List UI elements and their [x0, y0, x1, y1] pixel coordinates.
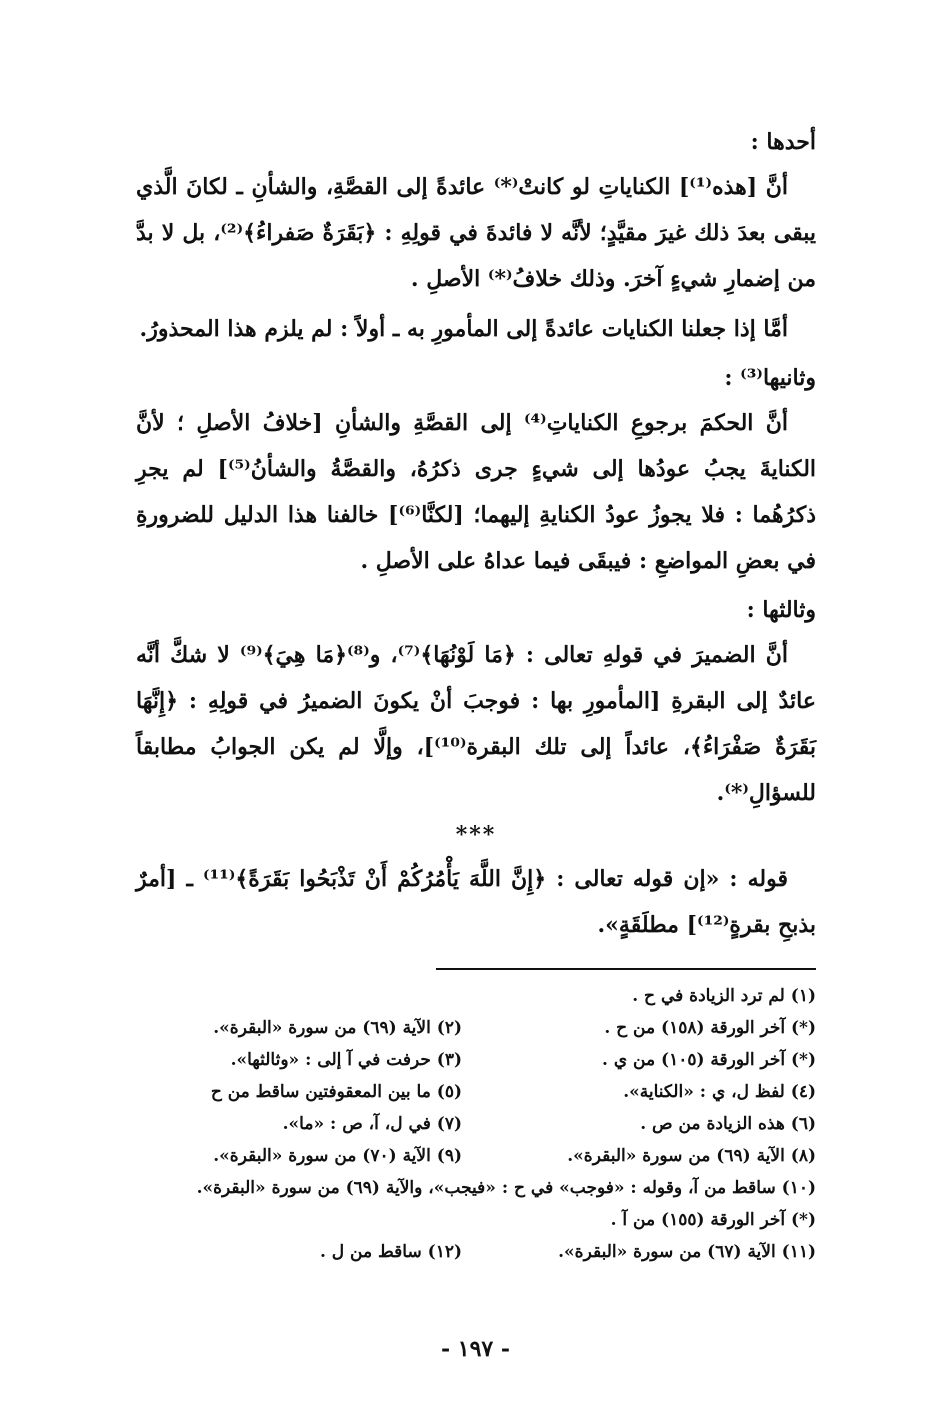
footnote: (٥) ما بين المعقوفتين ساقط من ح: [210, 1082, 462, 1102]
section-heading: أحدها :: [750, 129, 816, 155]
footnote: (*) آخر الورقة (١٥٨) من ح .: [604, 1018, 816, 1038]
page-number: - ١٩٧ -: [440, 1336, 511, 1362]
paragraph: أمَّا إذا جعلنا الكنايات عائدةً إلى المأمورِ به ـ أولاً : لم يلزم هذا المحذورُ.: [139, 316, 788, 342]
section-separator: ***: [455, 822, 497, 848]
footnote: (٤) لفظ ل، ي : «الكناية».: [623, 1082, 816, 1102]
footnote-divider: [436, 968, 816, 970]
section-heading: وثالثها :: [746, 597, 816, 623]
footnote: (١٠) ساقط من آ، وقوله : «فوجب» في ح : «فيجب»، والآية (٦٩) من سورة «البقرة».: [196, 1178, 816, 1198]
section-first: [136, 120, 816, 352]
footnote: (٧) في ل، آ، ص : «ما».: [282, 1114, 462, 1134]
page-body: [136, 120, 816, 1360]
closing-paragraph: قوله : «إن قوله تعالى : ﴿إِنَّ اللَّهَ يَأْمُرُكُمْ أَنْ تَذْبَحُوا بَقَرَةً﴾⁽¹¹⁾ ـ [أمرٌ بذبحِ بقرةٍ⁽¹²⁾] مطلَقَةٍ».: [136, 866, 816, 938]
footnote: (٢) الآية (٦٩) من سورة «البقرة».: [213, 1018, 462, 1038]
footnote: (١) لم ترد الزيادة في ح .: [632, 986, 816, 1006]
footnote: (*) آخر الورقة (١٥٥) من آ .: [610, 1210, 816, 1230]
footnote: (١٢) ساقط من ل .: [319, 1242, 462, 1262]
section-third: [136, 588, 816, 816]
footnote: (٩) الآية (٧٠) من سورة «البقرة».: [213, 1146, 462, 1166]
paragraph: أنَّ الحكمَ برجوعِ الكناياتِ⁽⁴⁾ إلى القصَّةِ والشأنِ [خلافُ الأصلِ ؛ لأنَّ الكنايةَ يجبُ عودُها إلى شيءٍ جرى ذكرُهُ، والقصَّةُ والشأنُ⁽⁵⁾] لم يجرِ ذكرُهُما : فلا يجوزُ عودُ الكنايةِ إليهما؛ [لكنَّا⁽⁶⁾] خالفنا هذا الدليل للضرورةِ في بعضِ المواضعِ : فيبقَى فيما عداهُ على الأصلِ .: [136, 410, 817, 574]
footnotes: [136, 980, 816, 1268]
section-second: [136, 356, 816, 584]
section-heading: وثانيها⁽³⁾ :: [724, 365, 816, 391]
paragraph: أنَّ الضميرَ في قولهِ تعالى : ﴿مَا لَوْنُهَا﴾⁽⁷⁾، و⁽⁸⁾﴿مَا هِيَ﴾⁽⁹⁾ لا شكَّ أنَّه عائدٌ إلى البقرةِ [المأمورِ بها : فوجبَ أنْ يكونَ الضميرُ في قولِهِ : ﴿إِنَّهَا بَقَرَةٌ صَفْرَاءُ﴾، عائداً إلى تلك البقرة⁽¹⁰⁾]، وإلَّا لم يكن الجوابُ مطابقاً للسؤالِ⁽*⁾.: [136, 642, 817, 806]
footnote: (١١) الآية (٦٧) من سورة «البقرة».: [558, 1242, 816, 1262]
footnote: (*) آخر الورقة (١٠٥) من ي .: [601, 1050, 816, 1070]
footnote: (٦) هذه الزيادة من ص .: [640, 1114, 816, 1134]
footnote: (٣) حرفت في آ إلى : «وثالثها».: [230, 1050, 462, 1070]
paragraph: أنَّ [هذه⁽¹⁾] الكناياتِ لو كانتْ⁽*⁾ عائدةً إلى القصَّةِ، والشأنِ ـ لكانَ الَّذي يبقى بعدَ ذلك غيرَ مقيَّدٍ؛ لأنَّه لا فائدةَ في قولِهِ : ﴿بَقَرَةٌ صَفراءُ﴾⁽²⁾، بل لا بدَّ من إضمارِ شيءٍ آخرَ. وذلك خلافُ⁽*⁾ الأصلِ .: [136, 174, 816, 292]
footnote: (٨) الآية (٦٩) من سورة «البقرة».: [567, 1146, 816, 1166]
